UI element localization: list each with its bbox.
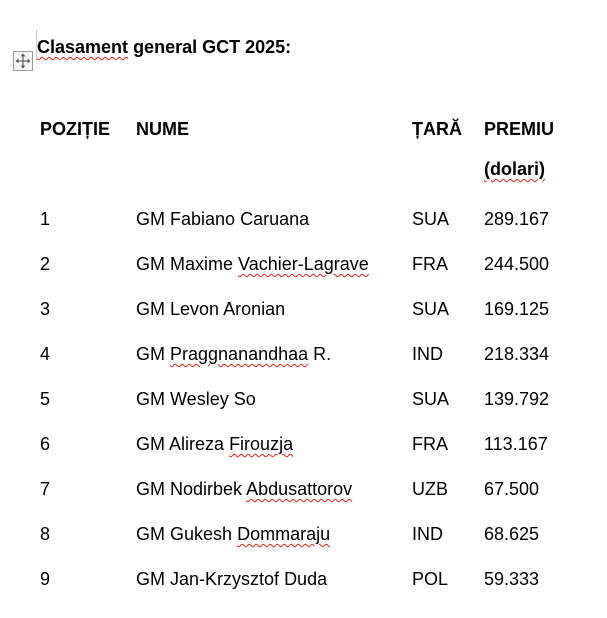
cell-name — [126, 242, 402, 287]
cell-name — [126, 287, 402, 332]
subheader-empty — [126, 150, 402, 197]
cell-country: IND — [412, 524, 443, 544]
player-name: Nodirbek Abdusattorov — [170, 479, 353, 499]
table-row — [30, 287, 564, 332]
player-title: GM — [136, 209, 165, 229]
cell-country: POL — [412, 569, 449, 589]
table-row — [30, 467, 564, 512]
cell-prize: 244.500 — [484, 254, 550, 274]
table-row — [30, 242, 564, 287]
cell-prize: 169.125 — [484, 299, 550, 319]
table-row — [30, 557, 564, 602]
table-row — [30, 332, 564, 377]
player-name: Levon Aronian — [170, 299, 286, 319]
header-country: ȚARĂ — [412, 119, 462, 139]
player-title: GM — [136, 254, 165, 274]
player-name: Wesley So — [170, 389, 256, 409]
player-title: GM — [136, 479, 165, 499]
player-name: Alireza Firouzja — [169, 434, 294, 454]
cell-country: IND — [412, 344, 443, 364]
player-title: GM — [136, 524, 165, 544]
cell-country: FRA — [412, 434, 448, 454]
table-subheader-row — [30, 150, 564, 197]
cell-country: SUA — [412, 209, 450, 229]
player-title: GM — [136, 344, 165, 364]
cell-position: 8 — [40, 524, 51, 544]
cell-name — [126, 377, 402, 422]
player-name: Fabiano Caruana — [170, 209, 310, 229]
player-name: Praggnanandhaa R. — [170, 344, 332, 364]
cell-name — [126, 332, 402, 377]
table-header-row — [30, 109, 564, 150]
table-move-handle[interactable] — [13, 51, 33, 71]
table-row — [30, 512, 564, 557]
cell-prize: 289.167 — [484, 209, 550, 229]
cell-prize: 139.792 — [484, 389, 550, 409]
player-title: GM — [136, 569, 165, 589]
cell-prize: 218.334 — [484, 344, 550, 364]
header-name: NUME — [136, 119, 189, 139]
subheader-empty — [30, 150, 126, 197]
cell-country: UZB — [412, 479, 448, 499]
player-name: Gukesh Dommaraju — [170, 524, 331, 544]
document-title: Clasament general GCT 2025: — [37, 37, 292, 57]
cell-country: SUA — [412, 299, 450, 319]
cell-position: 2 — [40, 254, 51, 274]
cell-position: 1 — [40, 209, 51, 229]
cell-position: 6 — [40, 434, 51, 454]
cell-position: 5 — [40, 389, 51, 409]
player-title: GM — [136, 299, 165, 319]
cell-name — [126, 197, 402, 242]
player-name: Jan-Krzysztof Duda — [170, 569, 328, 589]
cell-prize: 67.500 — [484, 479, 540, 499]
cell-country: FRA — [412, 254, 448, 274]
header-position: POZIȚIE — [40, 119, 111, 139]
table-row — [30, 377, 564, 422]
ranking-table — [30, 109, 564, 602]
cell-position: 9 — [40, 569, 51, 589]
player-title: GM — [136, 434, 165, 454]
cell-prize: 59.333 — [484, 569, 540, 589]
cell-name — [126, 467, 402, 512]
player-name: Maxime Vachier-Lagrave — [170, 254, 369, 274]
cell-country: SUA — [412, 389, 450, 409]
cell-prize: 68.625 — [484, 524, 540, 544]
subheader-empty — [402, 150, 474, 197]
cell-name — [126, 512, 402, 557]
header-prize-unit — [474, 150, 564, 197]
cell-prize: 113.167 — [484, 434, 548, 454]
cell-position: 4 — [40, 344, 51, 364]
cell-position: 7 — [40, 479, 51, 499]
cell-position: 3 — [40, 299, 51, 319]
table-body — [30, 197, 564, 602]
cell-name — [126, 557, 402, 602]
cell-name — [126, 422, 402, 467]
player-title: GM — [136, 389, 165, 409]
move-arrows-icon — [15, 53, 31, 69]
prize-unit-text: (dolari) — [484, 159, 545, 179]
table-row — [30, 197, 564, 242]
header-prize: PREMIU — [484, 119, 555, 139]
table-row — [30, 422, 564, 467]
